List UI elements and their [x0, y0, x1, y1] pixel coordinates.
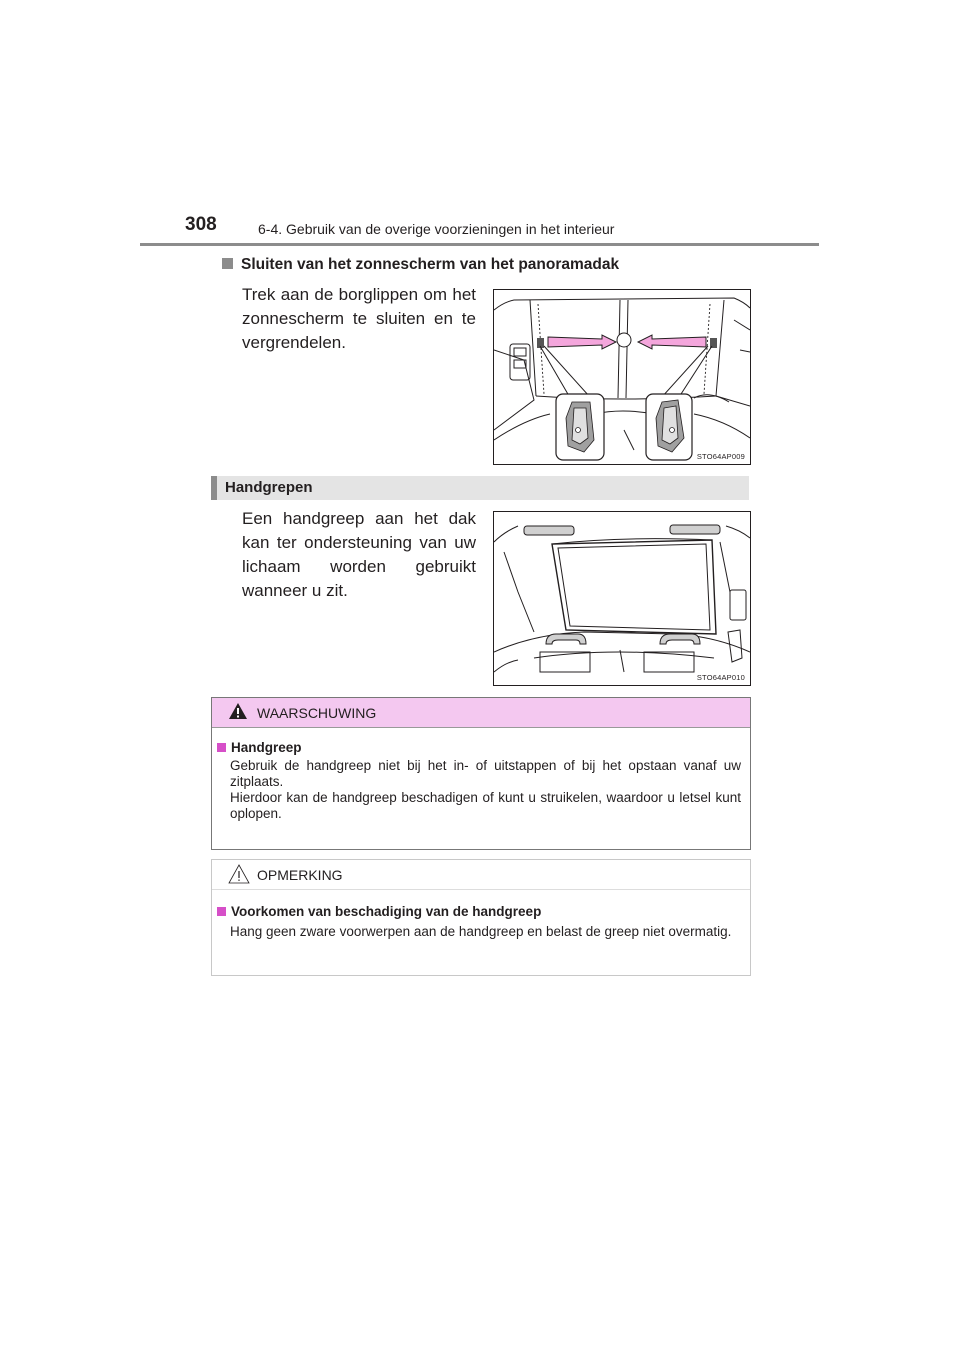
square-bullet-icon: [222, 258, 233, 269]
notice-box: [211, 859, 751, 976]
section-heading-handgrips: Handgrepen: [225, 479, 313, 496]
figure-code: STO64AP010: [696, 673, 745, 682]
figure-code: STO64AP009: [696, 452, 745, 461]
notice-item-text: [230, 924, 741, 940]
warning-box: [211, 697, 751, 850]
subsection-heading-text: Sluiten van het zonnescherm van het panoramadak: [241, 256, 620, 273]
warning-header: [212, 698, 750, 728]
section-title: 6-4. Gebruik van de overige voorzieningen in het interieur: [258, 221, 615, 237]
notice-header: [212, 860, 750, 890]
page-number: 308: [185, 214, 217, 235]
handgrip-drawing: [494, 512, 750, 685]
warning-triangle-icon: [228, 702, 248, 720]
warning-paragraph: Hierdoor kan de handgreep beschadigen of kunt u struikelen, waardoor u letsel kunt oplopen.: [230, 790, 741, 821]
closing-instructions: Trek aan de borglippen om het zonnescherm te sluiten en te vergrendelen.: [242, 285, 476, 352]
handgrip-illustration: [493, 511, 751, 686]
magenta-square-bullet-icon: [217, 907, 226, 916]
warning-label: WAARSCHUWING: [257, 705, 377, 721]
section-bar-handgrips: [211, 476, 749, 500]
warning-item-title-text: Handgreep: [231, 740, 302, 755]
subsection-heading-closing: [222, 256, 619, 274]
header-rule: [140, 243, 819, 246]
magenta-square-bullet-icon: [217, 743, 226, 752]
handgrips-description: Een handgreep aan het dak kan ter ondersteuning van uw lichaam worden gebruikt wanneer u zit.: [242, 509, 476, 600]
warning-item-text: [230, 758, 741, 822]
sunshade-drawing: [494, 290, 750, 464]
caution-triangle-icon: [228, 864, 250, 884]
warning-item-title: [217, 740, 302, 755]
notice-paragraph: Hang geen zware voorwerpen aan de handgreep en belast de greep niet overmatig.: [230, 924, 732, 939]
section-bar-accent: [211, 476, 217, 500]
warning-paragraph: Gebruik de handgreep niet bij het in- of uitstappen of bij het opstaan vanaf uw zitplaats.: [230, 758, 741, 789]
notice-item-title-text: Voorkomen van beschadiging van de handgreep: [231, 904, 542, 919]
sunshade-illustration: [493, 289, 751, 465]
notice-item-title: [217, 904, 541, 919]
notice-label: OPMERKING: [257, 867, 343, 883]
